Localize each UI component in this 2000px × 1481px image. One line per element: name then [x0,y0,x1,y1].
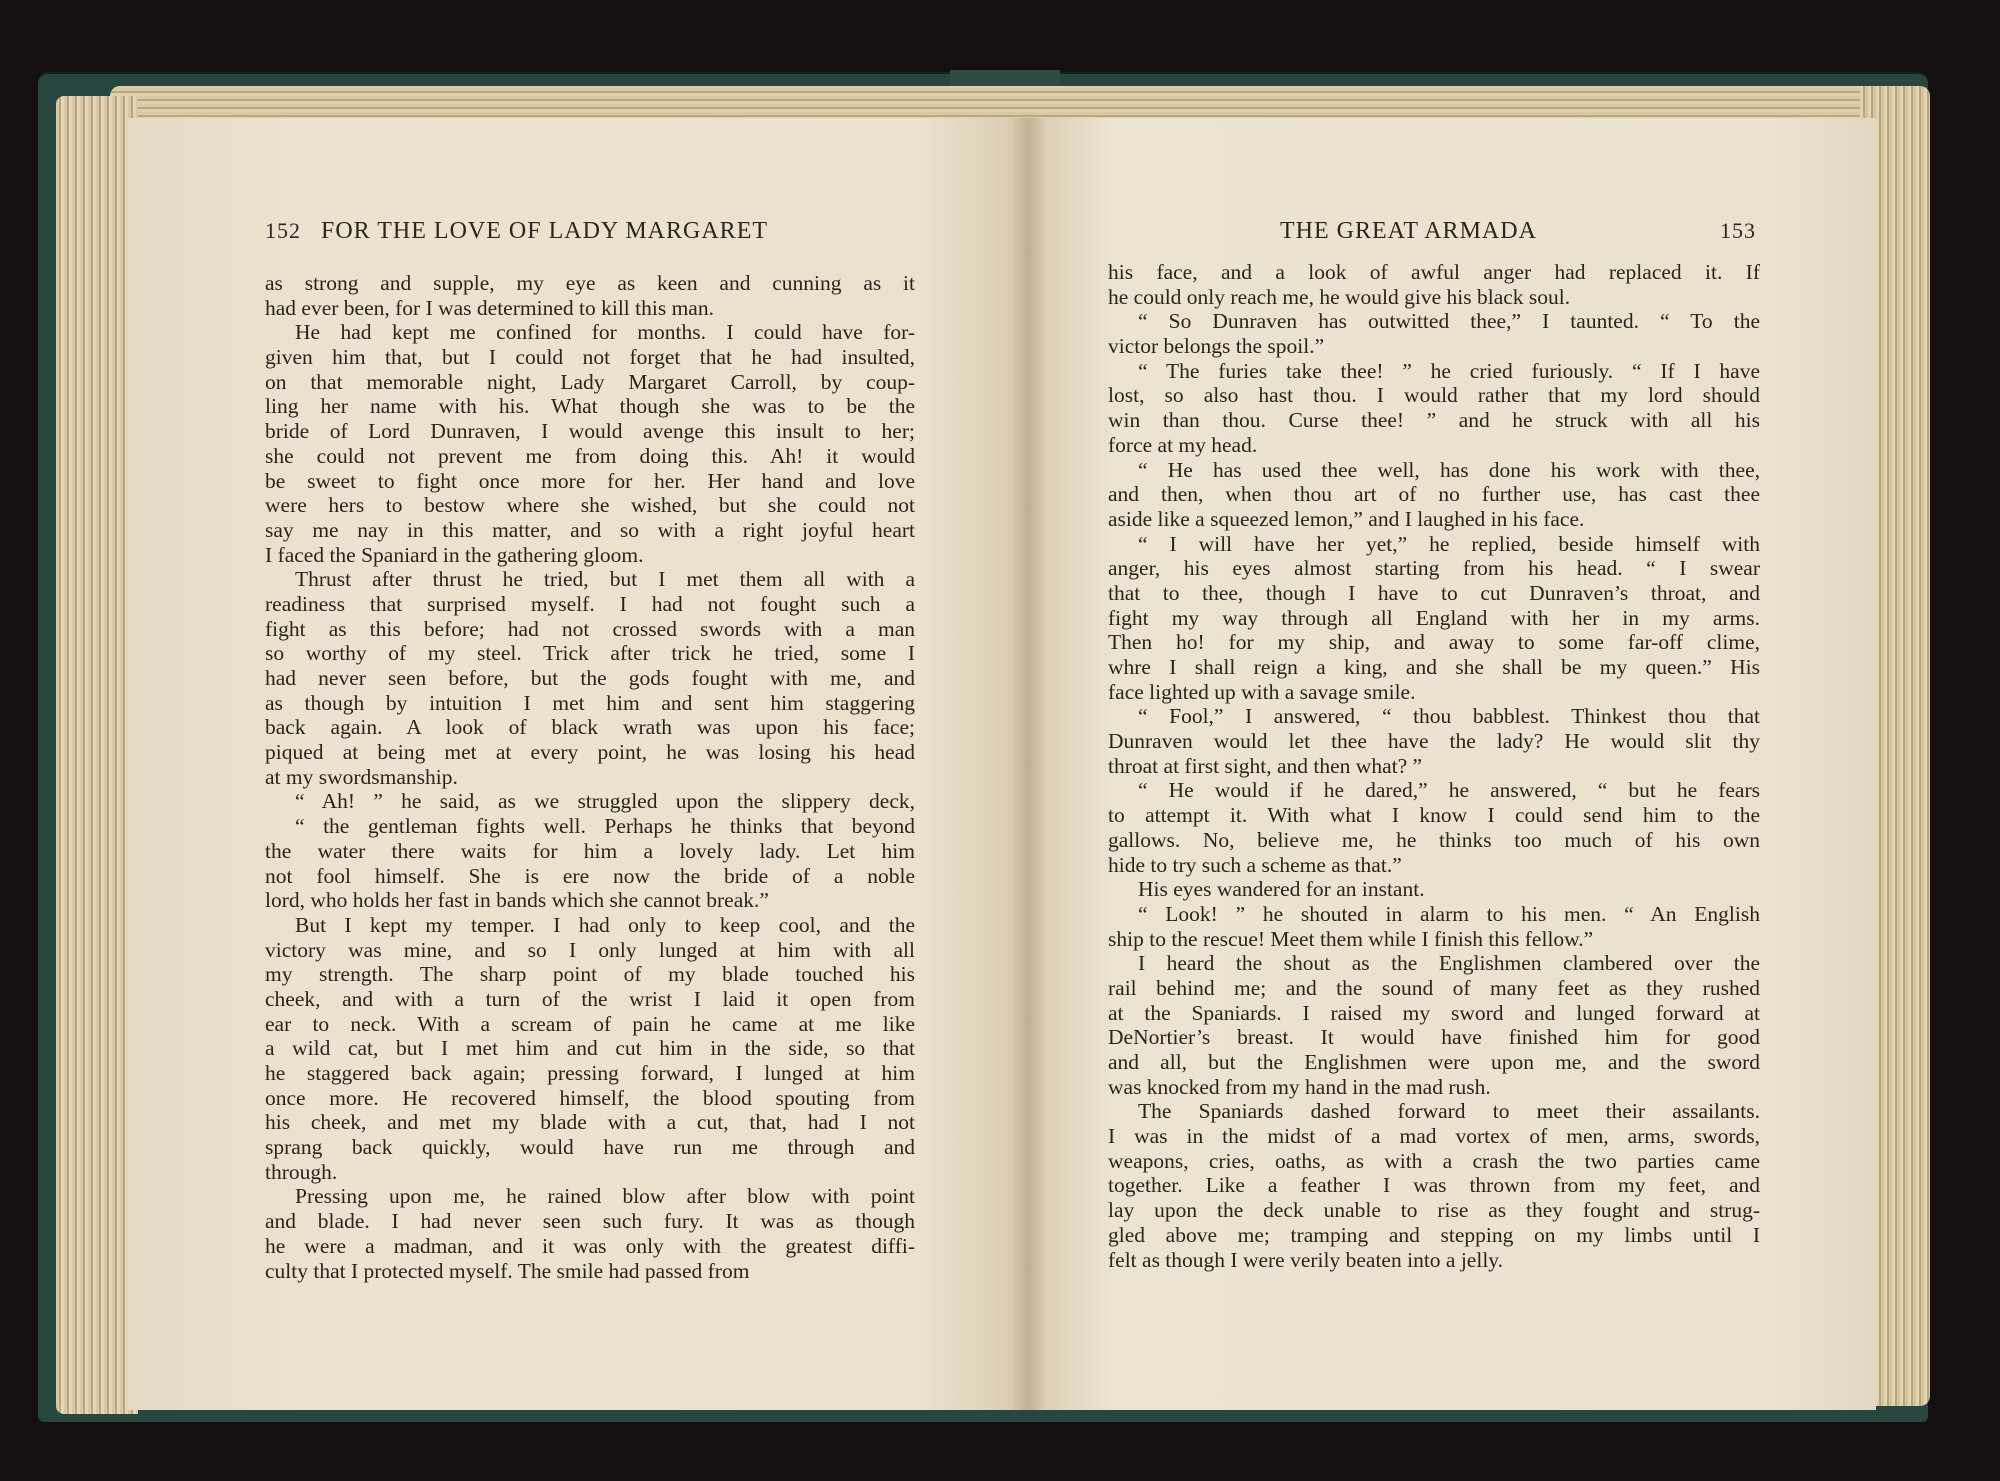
text-line: through. [265,1159,338,1184]
text-line: fight as this before; had not crossed swords with a man [265,616,915,641]
page-edges-top [110,86,1910,120]
text-line: not fool himself. She is ere now the bride of a noble [265,863,915,888]
text-line: fight my way through all England with her in my arms. [1108,605,1760,630]
text-line: readiness that surprised myself. I had not fought such a [265,591,915,616]
text-line: “ He has used thee well, has done his work with thee, [1138,457,1760,482]
text-line: together. Like a feather I was thrown from my feet, and [1108,1173,1760,1198]
text-line: Then ho! for my ship, and away to some far-off clime, [1108,630,1760,655]
text-line: felt as though I were verily beaten into a jelly. [1108,1247,1504,1272]
text-line: “ I will have her yet,” he replied, beside himself with [1138,531,1760,556]
text-line: weapons, cries, oaths, as with a crash the two parties came [1108,1148,1760,1173]
text-line: was knocked from my hand in the mad rush. [1108,1074,1491,1099]
text-line: and then, when thou art of no further use, has cast thee [1108,482,1760,507]
text-line: had ever been, for I was determined to kill this man. [265,295,714,320]
text-line: The Spaniards dashed forward to meet their assailants. [1138,1099,1760,1124]
text-line: “ Ah! ” he said, as we struggled upon the slippery deck, [295,789,915,814]
text-line: on that memorable night, Lady Margaret Carroll, by coup- [265,369,915,394]
text-line: as though by intuition I met him and sent him staggering [265,690,915,715]
text-line: piqued at being met at every point, he was losing his head [265,740,915,765]
text-line: back again. A look of black wrath was upon his face; [265,715,915,740]
text-line: he could only reach me, he would give his black soul. [1108,284,1571,309]
text-line: gled above me; tramping and stepping on my limbs until I [1108,1222,1760,1247]
text-line: lost, so also hast thou. I would rather that my lord should [1108,383,1760,408]
text-line: so worthy of my steel. Trick after trick he tried, some I [265,641,915,666]
left-page-text [265,271,915,1283]
text-line: I heard the shout as the Englishmen clambered over the [1138,951,1760,976]
text-line: gallows. No, believe me, he thinks too much of his own [1108,827,1760,852]
text-line: cheek, and with a turn of the wrist I laid it open from [265,986,915,1011]
text-line: ship to the rescue! Meet them while I finish this fellow.” [1108,926,1594,951]
text-line: “ So Dunraven has outwitted thee,” I taunted. “ To the [1138,309,1760,334]
text-line: But I kept my temper. I had only to keep cool, and the [295,912,915,937]
text-line: ling her name with his. What though she was to be the [265,394,915,419]
text-line: given him that, but I could not forget that he had insulted, [265,345,915,370]
text-line: Thrust after thrust he tried, but I met them all with a [295,567,915,592]
text-line: were hers to bestow where she wished, but she could not [265,493,915,518]
text-line: “ the gentleman fights well. Perhaps he thinks that beyond [295,814,915,839]
left-page-number: 152 [265,218,301,243]
text-line: Dunraven would let thee have the lady? He would slit thy [1108,729,1760,754]
text-line: He had kept me confined for months. I could have for- [295,320,915,345]
text-line: culty that I protected myself. The smile had passed from [265,1258,750,1283]
text-line: a wild cat, but I met him and cut him in the side, so that [265,1036,915,1061]
text-line: to attempt it. With what I know I could send him to the [1108,803,1760,828]
right-running-title: THE GREAT ARMADA [1280,218,1537,244]
text-line: DeNortier’s breast. It would have finished him for good [1108,1025,1760,1050]
text-line: at the Spaniards. I raised my sword and lunged forward at [1108,1000,1760,1025]
text-line: once more. He recovered himself, the blood spouting from [265,1085,915,1110]
text-line: victory was mine, and so I only lunged at him with all [265,937,915,962]
text-line: my strength. The sharp point of my blade touched his [265,962,915,987]
text-line: aside like a squeezed lemon,” and I laughed in his face. [1108,506,1585,531]
text-line: lord, who holds her fast in bands which she cannot break.” [265,888,769,913]
text-line: at my swordsmanship. [265,764,458,789]
text-line: bride of Lord Dunraven, I would avenge this insult to her; [265,419,915,444]
text-line: and all, but the Englishmen were upon me, and the sword [1108,1050,1760,1074]
book-gutter [1010,118,1046,1410]
text-line: lay upon the deck unable to rise as they fought and strug- [1108,1198,1760,1223]
text-line: sprang back quickly, would have run me through and [265,1135,915,1160]
text-line: say me nay in this matter, and so with a right joyful heart [265,517,915,542]
text-line: had never seen before, but the gods fought with me, and [265,666,915,690]
text-line: be sweet to fight once more for her. Her hand and love [265,468,915,493]
text-line: his cheek, and met my blade with a cut, that, had I not [265,1110,915,1135]
text-line: rail behind me; and the sound of many feet as they rushed [1108,975,1760,1000]
right-page-number: 153 [1720,218,1756,243]
text-line: he staggered back again; pressing forward, I lunged at him [265,1061,915,1085]
text-line: that to thee, though I have to cut Dunraven’s throat, and [1108,580,1760,605]
text-line: the water there waits for him a lovely lady. Let him [265,838,915,863]
text-line: anger, his eyes almost starting from his head. “ I swear [1108,556,1760,581]
text-line: his face, and a look of awful anger had replaced it. If [1108,260,1760,284]
text-line: whre I shall reign a king, and she shall be my queen.” His [1108,655,1760,679]
text-line: and blade. I had never seen such fury. It was as though [265,1209,915,1234]
text-line: I faced the Spaniard in the gathering gloom. [265,542,644,567]
text-line: His eyes wandered for an instant. [1138,877,1425,902]
text-line: win than thou. Curse thee! ” and he struck with all his [1108,408,1760,433]
left-running-title: FOR THE LOVE OF LADY MARGARET [321,218,769,244]
text-line: as strong and supple, my eye as keen and cunning as it [265,271,915,295]
text-line: I was in the midst of a mad vortex of men, arms, swords, [1108,1124,1760,1149]
text-line: hide to try such a scheme as that.” [1108,852,1402,877]
text-line: “ He would if he dared,” he answered, “ but he fears [1138,778,1760,803]
text-line: victor belongs the spoil.” [1108,334,1325,359]
text-line: throat at first sight, and then what? ” [1108,753,1423,778]
page-edges-left [56,96,138,1414]
text-line: “ The furies take thee! ” he cried furiously. “ If I have [1138,358,1760,383]
text-line: face lighted up with a savage smile. [1108,679,1416,704]
text-line: Pressing upon me, he rained blow after blow with point [295,1184,915,1209]
right-running-head [1280,218,1756,245]
left-running-head [265,218,925,245]
text-line: she could not prevent me from doing this. Ah! it would [265,443,915,468]
text-line: ear to neck. With a scream of pain he came at me like [265,1011,915,1036]
text-line: force at my head. [1108,432,1258,457]
text-line: he were a madman, and it was only with the greatest diffi- [265,1233,915,1258]
right-page-text [1108,260,1760,1272]
text-line: “ Look! ” he shouted in alarm to his men. “ An English [1138,901,1760,926]
text-line: “ Fool,” I answered, “ thou babblest. Thinkest thou that [1138,704,1760,729]
